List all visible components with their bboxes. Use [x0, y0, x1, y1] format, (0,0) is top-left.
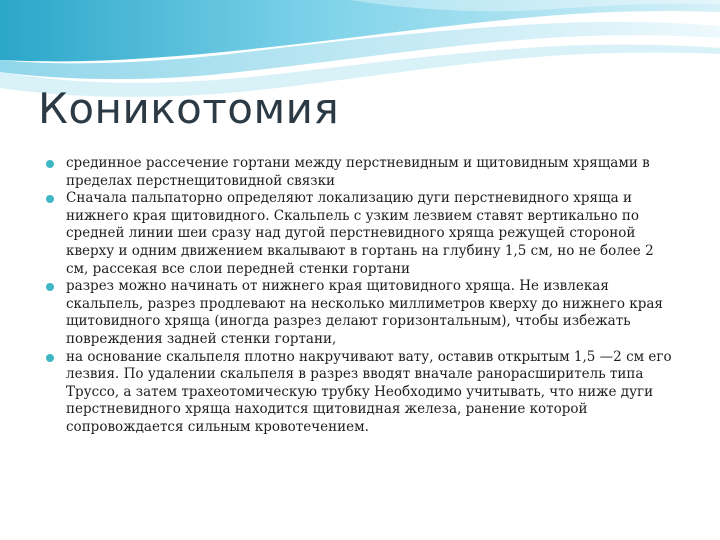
list-item [46, 190, 676, 278]
bullet-dot-icon [46, 283, 54, 291]
bullet-list [46, 155, 676, 437]
slide-title: Коникотомия [38, 84, 340, 133]
list-item [46, 349, 676, 437]
list-item [46, 155, 676, 190]
bullet-dot-icon [46, 160, 54, 168]
bullet-dot-icon [46, 195, 54, 203]
bullet-text: на основание скальпеля плотно накручивают вату, оставив открытым 1,5 —2 см его лезвия. По удалении скальпеля в разрез вводят вначале ранорасширитель типа Труссо, а затем трахеотомическую трубку Необходимо учитывать, что ниже дуги перстневидного хряща находится щитовидная железа, ранение которой сопровождается сильным кровотечением. [66, 348, 672, 435]
bullet-text: разрез можно начинать от нижнего края щитовидного хряща. Не извлекая скальпель, разрез продлевают на несколько миллиметров кверху до нижнего края щитовидного хряща (иногда разрез делают горизонтальным), чтобы избежать повреждения задней стенки гортани, [66, 278, 663, 347]
bullet-text: Сначала пальпаторно определяют локализацию дуги перстневидного хряща и нижнего края щитовидного. Скальпель с узким лезвием ставят вертикально по средней линии шеи сразу над дугой перстневидного хряща режущей стороной кверху и одним движением вкалывают в гортань на глубину 1,5 см, но не более 2 см, рассекая все слои передней стенки гортани [66, 190, 654, 277]
list-item [46, 278, 676, 348]
bullet-dot-icon [46, 354, 54, 362]
bullet-text: срединное рассечение гортани между перстневидным и щитовидным хрящами в пределах перстнещитовидной связки [66, 155, 650, 189]
